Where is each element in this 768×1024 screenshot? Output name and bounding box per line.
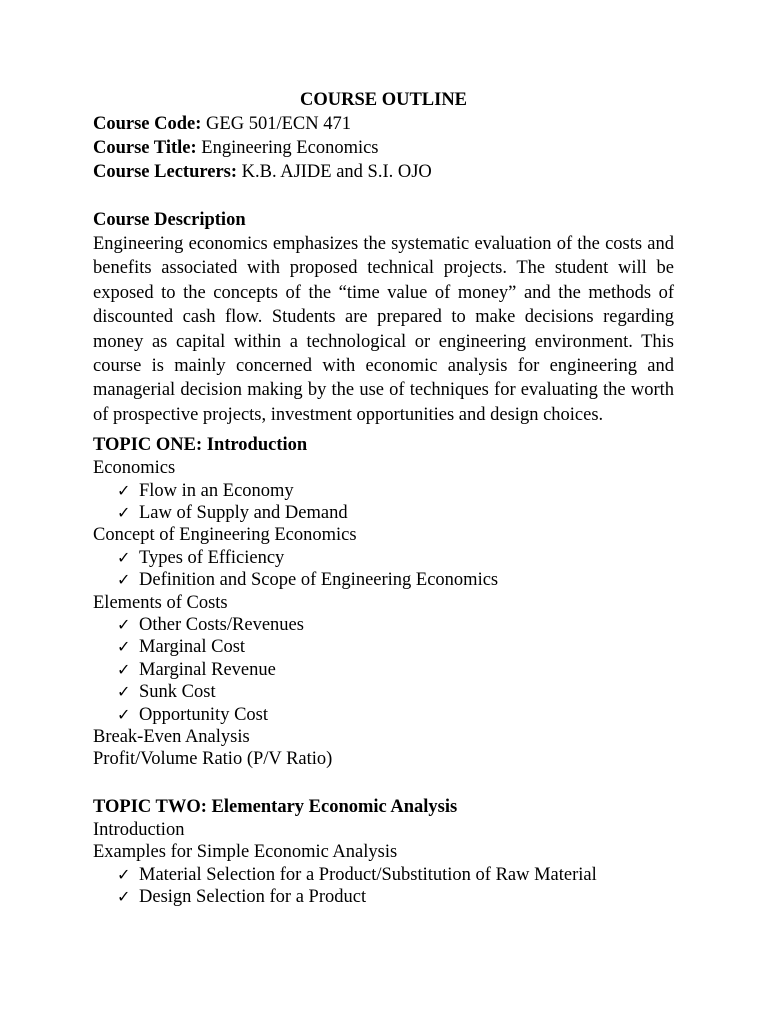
list-item: ✓ Marginal Revenue [117, 659, 276, 680]
list-item: ✓ Definition and Scope of Engineering Economics [117, 570, 499, 591]
list-item: ✓ Sunk Cost [117, 682, 216, 703]
course-outline-page [93, 88, 674, 908]
page-title: COURSE OUTLINE [299, 90, 468, 110]
checkmark-icon: ✓ [117, 614, 131, 634]
course-title-label: Course Title: [93, 138, 197, 158]
course-code-value: GEG 501/ECN 471 [206, 114, 351, 134]
list-item: ✓ Opportunity Cost [117, 704, 268, 725]
course-title-value: Engineering Economics [201, 138, 379, 158]
list-item: ✓ Design Selection for a Product [117, 886, 367, 907]
section-introduction: Introduction [93, 819, 185, 840]
list-item: ✓ Types of Efficiency [117, 547, 285, 568]
topic-one-heading: TOPIC ONE: Introduction [93, 435, 308, 456]
topic-two-heading: TOPIC TWO: Elementary Economic Analysis [93, 796, 458, 817]
checkmark-icon: ✓ [117, 547, 131, 567]
list-item: ✓ Material Selection for a Product/Substitution of Raw Material [117, 864, 597, 885]
course-lecturers-line [93, 160, 674, 184]
list-item: ✓ Marginal Cost [117, 637, 246, 658]
section-break-even: Break-Even Analysis [93, 726, 250, 747]
checkmark-icon: ✓ [117, 659, 131, 679]
spacer [93, 184, 674, 208]
spacer [93, 771, 674, 795]
course-lecturers-label: Course Lecturers: [93, 162, 238, 182]
section-pv-ratio: Profit/Volume Ratio (P/V Ratio) [93, 749, 333, 770]
description-paragraph: Engineering economics emphasizes the systematic evaluation of the costs and benefits associated with proposed technical projects. The student will be exposed to the concepts of the “time value of money” and the methods of discounted cash flow. Students are prepared to make decisions regarding money as capital within a technological or engineering environment. This course is mainly concerned with economic analysis for engineering and managerial decision making by the use of techniques for evaluating the worth of prospective projects, investment opportunities and design choices. [93, 234, 674, 425]
checkmark-icon: ✓ [117, 682, 131, 702]
description-heading: Course Description [93, 210, 246, 230]
checkmark-icon: ✓ [117, 637, 131, 657]
section-costs: Elements of Costs [93, 592, 228, 613]
course-code-line [93, 112, 674, 136]
section-examples: Examples for Simple Economic Analysis [93, 842, 398, 863]
section-concept: Concept of Engineering Economics [93, 525, 357, 546]
checkmark-icon: ✓ [117, 886, 131, 906]
checkmark-icon: ✓ [117, 864, 131, 884]
course-lecturers-value: K.B. AJIDE and S.I. OJO [241, 162, 432, 182]
list-item: ✓ Law of Supply and Demand [117, 503, 348, 524]
checkmark-icon: ✓ [117, 480, 131, 500]
list-item: ✓ Flow in an Economy [117, 480, 294, 501]
section-economics: Economics [93, 458, 176, 479]
checkmark-icon: ✓ [117, 503, 131, 523]
checkmark-icon: ✓ [117, 704, 131, 724]
course-title-line [93, 136, 674, 160]
course-code-label: Course Code: [93, 114, 202, 134]
checkmark-icon: ✓ [117, 570, 131, 590]
list-item: ✓ Other Costs/Revenues [117, 614, 304, 635]
